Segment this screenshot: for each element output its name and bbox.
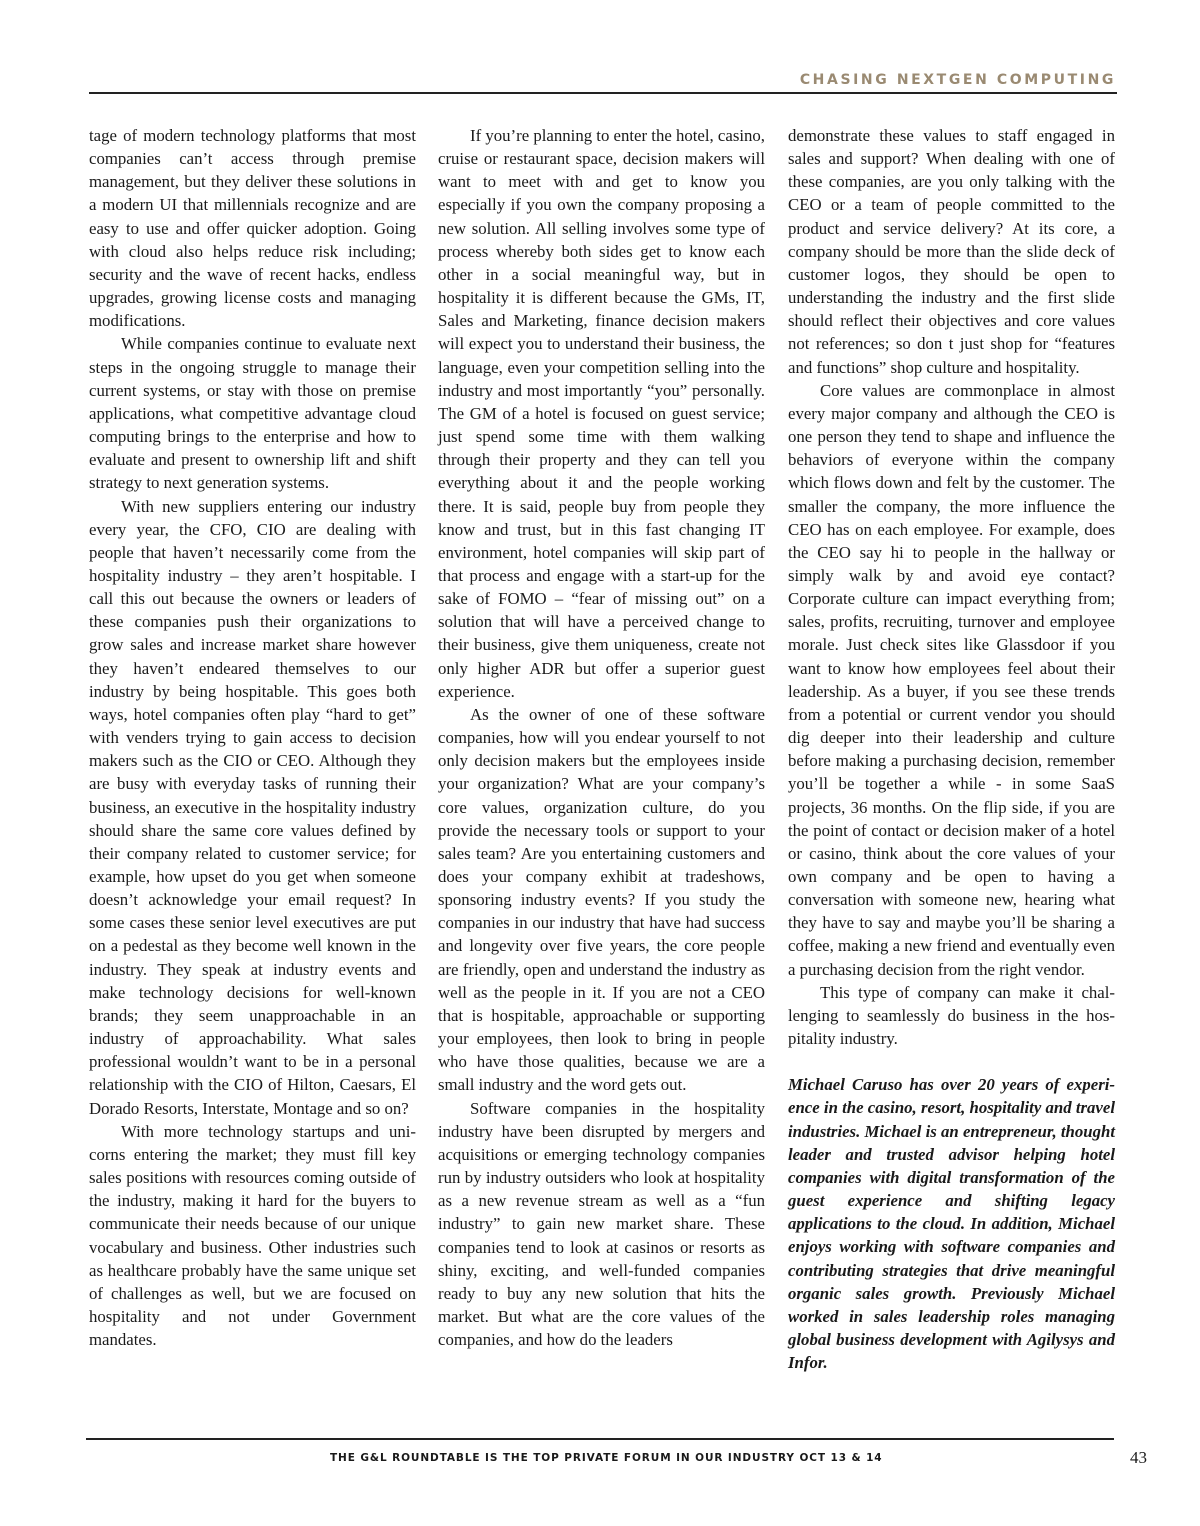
paragraph: tage of modern technology platforms that most companies can’t access through premise management, but they deliver these solutions in a modern UI that millennials recognize and are easy to use and offer quicker adoption. Going with cloud also helps reduce risk including; security and the wave of recent hacks, endless upgrades, growing license costs and managing modifications.	[89, 126, 416, 331]
article-column-3	[788, 124, 1115, 1374]
footer-banner: THE G&L ROUNDTABLE IS THE TOP PRIVATE FORUM IN OUR INDUSTRY OCT 13 & 14	[330, 1452, 883, 1464]
paragraph: While companies continue to evaluate next steps in the ongoing struggle to manage their current systems, or stay with those on premise applications, what competitive advantage cloud computing brings to the enterprise and how to evaluate and present to ownership lift and shift strategy to next generation systems.	[89, 334, 416, 493]
footer-divider	[86, 1438, 1114, 1440]
paragraph: With new suppliers entering our industry every year, the CFO, CIO are dealing with people that haven’t necessarily come from the hospitality industry – they aren’t hospitable. I call this out because the owners or leaders of these companies push their organizations to grow sales and increase market share however they haven’t endeared themselves to our industry by being hospitable. This goes both ways, hotel companies often play “hard to get” with venders trying to gain access to decision makers such as the CIO or CEO. Although they are busy with everyday tasks of running their business, an executive in the hospitality industry should share the same core values defined by their company related to customer service; for example, how upset do you get when someone doesn’t acknowledge your email request? In some cases these senior level executives are put on a pedestal as they become well known in the industry. They speak at industry events and make technology decisions for well-known brands; they seem unapproachable in an industry of approachability. What sales professional wouldn’t want to be in a personal relationship with the CIO of Hilton, Caesars, El Dorado Resorts, Interstate, Montage and so on?	[89, 496, 416, 1118]
paragraph: This type of company can make it challenging to seamlessly do business in the hospitality industry.	[788, 982, 1115, 1049]
paragraph: If you’re planning to enter the hotel, casino, cruise or restaurant space, decision makers will want to meet with and get to know you especially if you own the company proposing a new solution. All selling involves some type of process whereby both sides get to know each other in a social meaningful way, but in hospitality it is different because the GMs, IT, Sales and Marketing, finance decision makers will expect you to understand their business, the language, even your competition selling into the industry and most importantly “you” personally. The GM of a hotel is focused on guest service; just spend some time with them walking through their property and they can tell you everything about it and the people working there. It is said, people buy from people they know and trust, but in this fast changing IT environment, hotel companies will skip part of that process and engage with a start-up for the sake of FOMO – “fear of missing out” on a solution that will have a perceived change to their business, give them uniqueness, create not only higher ADR but offer a superior guest experience.	[438, 126, 765, 701]
page-number: 43	[1130, 1448, 1147, 1467]
article-column-2	[438, 124, 765, 1351]
article-column-1	[89, 124, 416, 1351]
section-title: CHASING NEXTGEN COMPUTING	[799, 72, 1116, 88]
paragraph: demonstrate these values to staff engaged in sales and support? When dealing with one of these companies, are you only talking with the CEO or a team of people committed to the product and service delivery? At its core, a company should be more than the slide deck of customer logos, they should be open to understanding the industry and the first slide should reflect their objectives and core values not references; so don t just shop for “features and functions” shop culture and hospitality.	[788, 126, 1115, 377]
author-bio: Michael Caruso has over 20 years of experience in the casino, resort, hospitality and travel industries. Michael is an entrepreneur, thought leader and trusted advisor helping hotel companies with digital transformation of the guest experience and shifting legacy applications to the cloud. In addition, Michael enjoys working with software companies and contributing strategies that drive meaningful organic sales growth. Previously Michael worked in sales leadership roles managing global business development with Agilysys and Infor.	[788, 1075, 1115, 1373]
header-divider	[89, 92, 1117, 94]
paragraph: Software companies in the hospitality industry have been disrupted by mergers and acquisitions or emerging technology companies run by industry outsiders who look at hospitality as a new revenue stream as well as a “fun industry” to gain new market share. These companies tend to look at casinos or resorts as shiny, exciting, and well-funded companies ready to buy any new solution that hits the market. But what are the core values of the companies, and how do the leaders	[438, 1098, 765, 1350]
paragraph: With more technology startups and unicorns entering the market; they must fill key sales positions with resources coming outside of the industry, making it hard for the buyers to communicate their needs because of our unique vocabulary and business. Other industries such as healthcare probably have the same unique set of challenges as well, but we are focused on hospitality and not under Government mandates.	[89, 1121, 416, 1350]
paragraph: Core values are commonplace in almost every major company and although the CEO is one person they tend to shape and influence the behaviors of everyone within the company which flows down and felt by the customer. The smaller the company, the more influence the CEO has on each employee. For example, does the CEO say hi to people in the hallway or simply walk by and avoid eye contact? Corporate culture can impact everything from; sales, profits, recruiting, turnover and employee morale. Just check sites like Glassdoor if you want to know how employees feel about their leadership. As a buyer, if you see these trends from a potential or current vendor you should dig deeper into their leadership and culture before making a purchasing decision, remember you’ll be together a while - in some SaaS projects, 36 months. On the flip side, if you are the point of contact or decision maker of a hotel or casino, think about the core values of your own company and be open to having a conversation with someone new, hearing what they have to say and maybe you’ll be sharing a coffee, making a new friend and eventually even a purchasing decision from the right vendor.	[788, 380, 1115, 979]
paragraph: As the owner of one of these software companies, how will you endear yourself to not only decision makers but the employees inside your organization? What are your company’s core values, organization culture, do you provide the necessary tools or support to your sales team? Are you entertaining customers and does your company exhibit at tradeshows, sponsoring industry events? If you study the companies in our industry that have had success and longevity over five years, the core people are friendly, open and understand the industry as well as the people in it. If you are not a CEO that is hospitable, approachable or supporting your employees, then look to bring in people who have those qualities, because we are a small industry and the word gets out.	[438, 704, 765, 1095]
